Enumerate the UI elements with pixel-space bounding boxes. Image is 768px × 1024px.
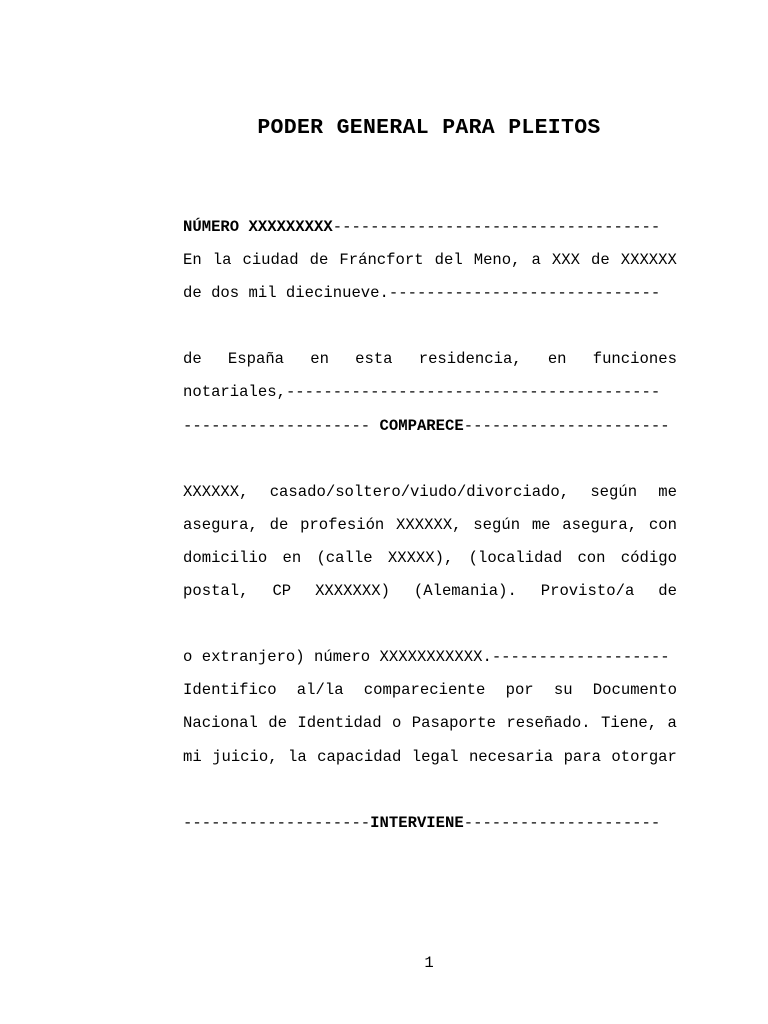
text-line <box>183 608 677 641</box>
word: a <box>531 251 541 270</box>
text-line <box>183 476 677 509</box>
word: asegura, <box>183 515 258 534</box>
text-line <box>183 277 677 310</box>
line-text: de dos mil diecinueve. <box>183 284 389 303</box>
word: reseñado. <box>506 714 591 733</box>
text-line <box>183 774 677 807</box>
dash-filler: ----------------------------------- <box>332 218 661 236</box>
dash-filler: -------------------- <box>183 416 380 435</box>
text-line <box>183 707 677 740</box>
dash-filler: --------------------- <box>463 813 661 832</box>
word: para <box>563 747 601 766</box>
deed-number: NÚMERO XXXXXXXXX <box>183 218 333 236</box>
text-line <box>183 641 677 674</box>
word: (calle <box>316 548 373 567</box>
word: por <box>505 681 534 700</box>
word: la <box>288 747 307 766</box>
text-line <box>183 575 677 608</box>
word: de <box>268 714 287 733</box>
dash-filler: ---------------------- <box>463 416 670 435</box>
section-heading-comparece: COMPARECE <box>379 416 464 435</box>
word: España <box>227 350 285 369</box>
word: Provisto/a <box>540 582 635 601</box>
document-title: PODER GENERAL PARA PLEITOS <box>257 116 601 140</box>
line-text: o extranjero) número XXXXXXXXXXX. <box>183 648 492 667</box>
word: al/la <box>296 681 344 700</box>
section-heading-line <box>183 807 677 840</box>
word: de <box>591 251 610 270</box>
text-line <box>183 542 677 575</box>
word: capacidad <box>317 747 402 766</box>
text-line <box>183 211 677 244</box>
word: de <box>183 350 202 369</box>
word: (localidad <box>468 548 563 567</box>
word: XXXXXX, <box>183 482 249 501</box>
word: ciudad <box>242 251 299 270</box>
word: En <box>183 251 202 270</box>
word: XXXXXX, <box>396 515 462 534</box>
word: Nacional <box>183 714 258 733</box>
word: del <box>434 251 463 270</box>
word: según <box>590 482 638 501</box>
word: Documento <box>592 681 677 700</box>
text-line <box>183 376 677 409</box>
word: me <box>531 515 551 534</box>
word: de <box>658 582 677 601</box>
page-number: 1 <box>424 954 434 972</box>
word: Identidad <box>297 714 382 733</box>
text-line <box>183 443 677 476</box>
word: con <box>577 548 606 567</box>
word: de <box>309 251 329 270</box>
word: asegura, <box>562 515 638 534</box>
word: funciones <box>592 350 677 369</box>
word: Meno, <box>473 251 521 270</box>
word: con <box>648 515 677 534</box>
word: en <box>547 350 567 369</box>
word: me <box>658 482 677 501</box>
word: o <box>392 714 402 733</box>
text-line <box>183 674 677 707</box>
word: domicilio <box>183 548 268 567</box>
dash-filler: ---------------------------------------- <box>285 383 661 402</box>
word: según <box>473 515 521 534</box>
word: XXXXX), <box>387 548 454 567</box>
dash-filler: ------------------- <box>491 648 670 667</box>
section-heading-line <box>183 410 677 443</box>
text-line <box>183 343 677 376</box>
word: (Alemania). <box>413 582 517 601</box>
word: residencia, <box>418 350 522 369</box>
text-line <box>183 741 677 774</box>
word: postal, <box>183 582 249 601</box>
word: XXX <box>551 251 580 270</box>
word: de <box>269 515 289 534</box>
word: compareciente <box>363 681 486 700</box>
word: esta <box>355 350 393 369</box>
word: la <box>212 251 232 270</box>
word: otorgar <box>611 747 677 766</box>
word: Identifico <box>183 681 277 700</box>
word: necesaria <box>468 747 554 766</box>
word: código <box>620 548 677 567</box>
word: mi <box>183 747 202 766</box>
word: XXXXXX <box>620 251 677 270</box>
word: en <box>282 548 302 567</box>
word: en <box>310 350 329 369</box>
text-line <box>183 244 677 277</box>
text-line <box>183 509 677 542</box>
word: casado/soltero/viudo/divorciado, <box>269 482 570 501</box>
word: su <box>553 681 573 700</box>
word: XXXXXXX) <box>315 582 390 601</box>
word: CP <box>272 582 292 601</box>
line-text: notariales, <box>183 383 286 402</box>
section-heading-interviene: INTERVIENE <box>370 813 464 832</box>
word: legal <box>411 747 459 766</box>
word: Pasaporte <box>411 714 496 733</box>
word: profesión <box>300 515 385 534</box>
word: Fráncfort <box>339 251 424 270</box>
word: a <box>667 714 677 733</box>
dash-filler: -------------------- <box>183 813 371 832</box>
document-body <box>183 211 677 840</box>
word: Tiene, <box>601 714 658 733</box>
dash-filler: ----------------------------- <box>388 284 661 303</box>
word: juicio, <box>212 747 278 766</box>
text-line <box>183 310 677 343</box>
